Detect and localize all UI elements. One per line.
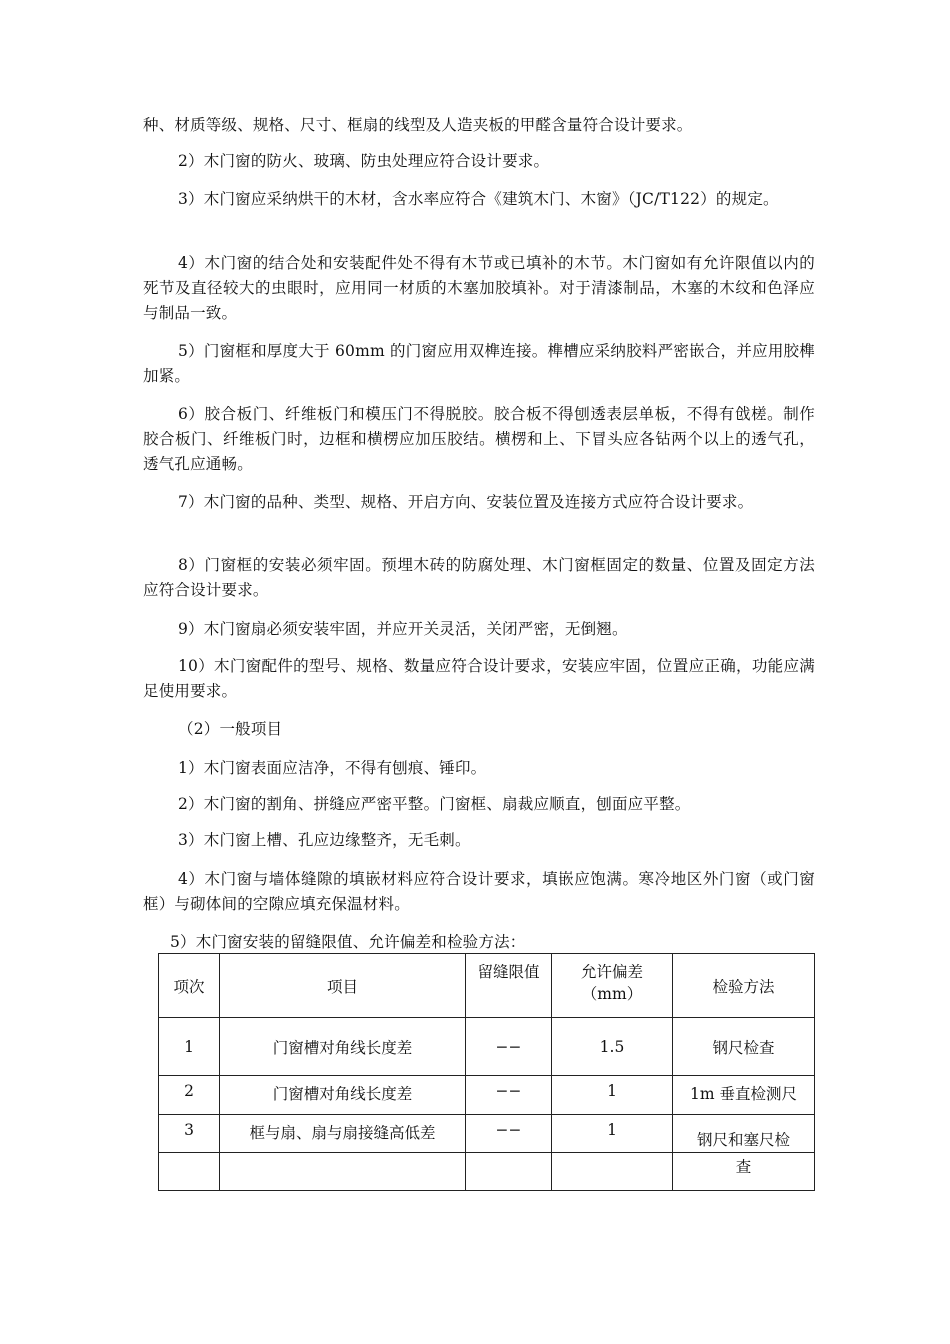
cell-method: 查 — [673, 1153, 815, 1191]
cell-tolerance: 1 — [552, 1076, 673, 1115]
paragraph-item-5: 5）门窗框和厚度大于 60mm 的门窗应用双榫连接。榫槽应采纳胶料严密嵌合，并应用胶榫加紧。 — [143, 342, 815, 385]
cell-gap-limit — [466, 1153, 552, 1191]
cell-item: 框与扇、扇与扇接缝高低差 — [220, 1115, 466, 1153]
table-caption: 5）木门窗安装的留缝限值、允许偏差和检验方法： — [170, 933, 526, 951]
table-row — [159, 1018, 815, 1076]
cell-index — [159, 1153, 220, 1191]
cell-index: 3 — [159, 1115, 220, 1153]
paragraph-item-6: 6）胶合板门、纤维板门和模压门不得脱胶。胶合板不得刨透表层单板，不得有戗槎。制作胶合板门、纤维板门时，边框和横楞应加压胶结。横楞和上、下冒头应各钻两个以上的透气孔，透气孔应通畅。 — [143, 405, 815, 473]
cell-tolerance: 1 — [552, 1115, 673, 1153]
paragraph-item-4: 4）木门窗的结合处和安装配件处不得有木节或已填补的木节。木门窗如有允许限值以内的死节及直径较大的虫眼时，应用同一材质的木塞加胶填补。对于清漆制品，木塞的木纹和色泽应与制品一致。 — [143, 254, 815, 322]
paragraph-item-3: 3）木门窗应采纳烘干的木材，含水率应符合《建筑木门、木窗》（JC/T122）的规定。 — [178, 190, 779, 208]
paragraph-item-9: 9）木门窗扇必须安装牢固，并应开关灵活，关闭严密，无倒翘。 — [178, 620, 628, 638]
cell-method: 钢尺和塞尺检 — [673, 1115, 815, 1153]
header-item: 项目 — [220, 954, 466, 1018]
table-row — [159, 1153, 815, 1191]
cell-method: 钢尺检查 — [673, 1018, 815, 1076]
table-row — [159, 1115, 815, 1153]
cell-item: 门窗槽对角线长度差 — [220, 1076, 466, 1115]
cell-index: 2 — [159, 1076, 220, 1115]
paragraph-item-10: 10）木门窗配件的型号、规格、数量应符合设计要求，安装应牢固，位置应正确，功能应满足使用要求。 — [143, 657, 815, 700]
paragraph-continued: 种、材质等级、规格、尺寸、框扇的线型及人造夹板的甲醛含量符合设计要求。 — [143, 116, 693, 134]
table-row — [159, 1076, 815, 1115]
header-tolerance: 允许偏差（mm） — [552, 954, 673, 1018]
cell-tolerance — [552, 1153, 673, 1191]
table-header-row — [159, 954, 815, 1018]
cell-gap-limit: −− — [466, 1018, 552, 1076]
paragraph-general-3: 3）木门窗上槽、孔应边缘整齐，无毛刺。 — [178, 831, 471, 849]
tolerance-table — [158, 953, 815, 1191]
cell-method: 1m 垂直检测尺 — [673, 1076, 815, 1115]
cell-index: 1 — [159, 1018, 220, 1076]
paragraph-general-1: 1）木门窗表面应洁净，不得有刨痕、锤印。 — [178, 759, 487, 777]
paragraph-item-2: 2）木门窗的防火、玻璃、防虫处理应符合设计要求。 — [178, 152, 550, 170]
cell-item — [220, 1153, 466, 1191]
header-index: 项次 — [159, 954, 220, 1018]
cell-gap-limit: −− — [466, 1076, 552, 1115]
cell-item: 门窗槽对角线长度差 — [220, 1018, 466, 1076]
cell-gap-limit: −− — [466, 1115, 552, 1153]
cell-tolerance: 1.5 — [552, 1018, 673, 1076]
header-gap-limit: 留缝限值 — [466, 954, 552, 1018]
paragraph-item-7: 7）木门窗的品种、类型、规格、开启方向、安装位置及连接方式应符合设计要求。 — [178, 493, 754, 511]
section-heading-general-items: （2）一般项目 — [178, 720, 283, 738]
paragraph-item-8: 8）门窗框的安装必须牢固。预埋木砖的防腐处理、木门窗框固定的数量、位置及固定方法应符合设计要求。 — [143, 556, 815, 599]
header-method: 检验方法 — [673, 954, 815, 1018]
paragraph-general-2: 2）木门窗的割角、拼缝应严密平整。门窗框、扇裁应顺直，刨面应平整。 — [178, 795, 691, 813]
paragraph-general-4: 4）木门窗与墙体缝隙的填嵌材料应符合设计要求，填嵌应饱满。寒冷地区外门窗（或门窗框）与砌体间的空隙应填充保温材料。 — [143, 870, 815, 913]
